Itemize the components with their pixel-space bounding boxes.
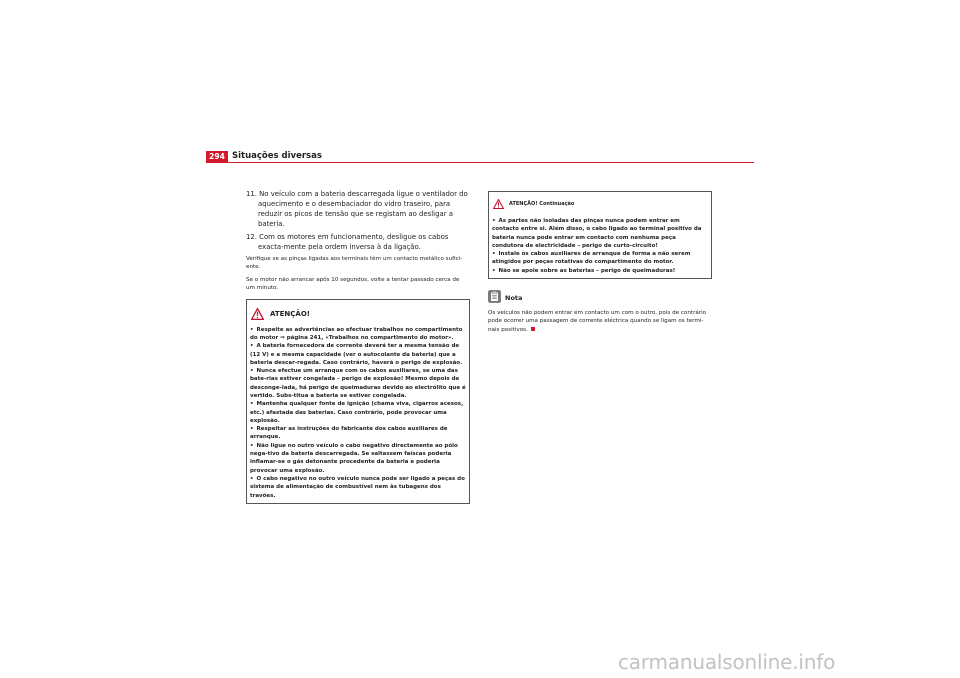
warning-triangle-icon bbox=[493, 194, 504, 213]
warning-header bbox=[247, 300, 469, 326]
note-title: Nota bbox=[505, 293, 523, 302]
note-text bbox=[488, 309, 712, 334]
warning-triangle-icon bbox=[251, 305, 264, 324]
paragraph-clamps: Verifique se as pinças ligadas aos terminais têm um contacto metálico sufici-ente. bbox=[246, 256, 463, 271]
note-clipboard-icon bbox=[488, 288, 501, 307]
header-divider bbox=[206, 162, 754, 163]
warning-item: • Respeitar as instruções do fabricante dos cabos auxiliares de arranque. bbox=[250, 425, 466, 442]
warning-item: • As partes não isoladas das pinças nunca podem entrar em contacto entre si. Além disso, o cabo ligado ao terminal positivo da bateria nunca pode entrar em contacto com nenhuma peça condutora de electricidade – perigo de curto-circuito! bbox=[492, 217, 708, 250]
warning-item: • Respeite as advertências ao efectuar trabalhos no compartimento do motor ⇒ página 241, «Trabalhos no compartimento do motor». bbox=[250, 326, 466, 343]
warning-continued-header bbox=[489, 192, 711, 213]
warning-item: • Nunca efectue um arranque com os cabos auxiliares, se uma das bate-rias estiver congelada – perigo de explosão! Mesmo depois de desconge-lada, há perigo de queimaduras devido ao electrólito que é vertido. Subs-titua a bateria se estiver congelada. bbox=[250, 367, 466, 400]
right-column bbox=[488, 189, 712, 338]
page-number: 294 bbox=[206, 151, 228, 162]
note-text-content: Os veículos não podem entrar em contacto um com o outro, pois de contrário pode ocorrer uma passagem de corrente eléctrica quando se ligam os termi-nais positivos. bbox=[488, 310, 707, 333]
section-title: Situações diversas bbox=[232, 151, 322, 161]
warning-continued-body bbox=[489, 213, 711, 278]
warning-item: • Não se apoie sobre as baterias – perigo de queimaduras! bbox=[492, 267, 708, 275]
warning-body bbox=[247, 326, 469, 503]
warning-item: • Instale os cabos auxiliares de arranque de forma a não serem atingidos por peças rotativas do compartimento do motor. bbox=[492, 250, 708, 267]
warning-item: • A bateria fornecedora de corrente deverá ter a mesma tensão de (12 V) e a mesma capacidade (ver o autocolante da bateria) que a bateria descar-regada. Caso contrário, haverá o perigo de explosão. bbox=[250, 342, 466, 367]
end-of-section-marker bbox=[531, 327, 535, 331]
warning-item: • O cabo negativo no outro veículo nunca pode ser ligado a peças do sistema de alimentação de combustível nem às tubagens dos travões. bbox=[250, 475, 466, 500]
warning-box bbox=[246, 299, 470, 504]
warning-item: • Não ligue no outro veículo o cabo negativo directamente ao pólo nega-tivo da bateria descarregada. Se saltassem faíscas poderia inflamar-se o gás detonante procedente da bateria e poderia provocar uma explosão. bbox=[250, 442, 466, 475]
step-11: 11. No veículo com a bateria descarregada ligue o ventilador do aquecimento e o desembaciador do vidro traseiro, para reduzir os picos de tensão que se registam ao desligar a bateria. bbox=[246, 190, 468, 228]
warning-continued-box bbox=[488, 191, 712, 279]
paragraph-retry: Se o motor não arrancar após 10 segundos, volte a tentar passado cerca de um minuto. bbox=[246, 276, 460, 292]
step-12: 12. Com os motores em funcionamento, desligue os cabos exacta-mente pela ordem inversa à da ligação. bbox=[246, 233, 449, 251]
left-column bbox=[246, 189, 470, 504]
warning-title: ATENÇÃO! bbox=[270, 310, 310, 319]
warning-item: • Mantenha qualquer fonte de ignição (chama viva, cigarros acesos, etc.) afastada das baterias. Caso contrário, pode provocar uma explosão. bbox=[250, 400, 466, 425]
note-header bbox=[488, 288, 712, 307]
watermark: carmanualsonline.info bbox=[618, 650, 836, 674]
warning-continued-title: ATENÇÃO! Continuação bbox=[509, 200, 575, 207]
